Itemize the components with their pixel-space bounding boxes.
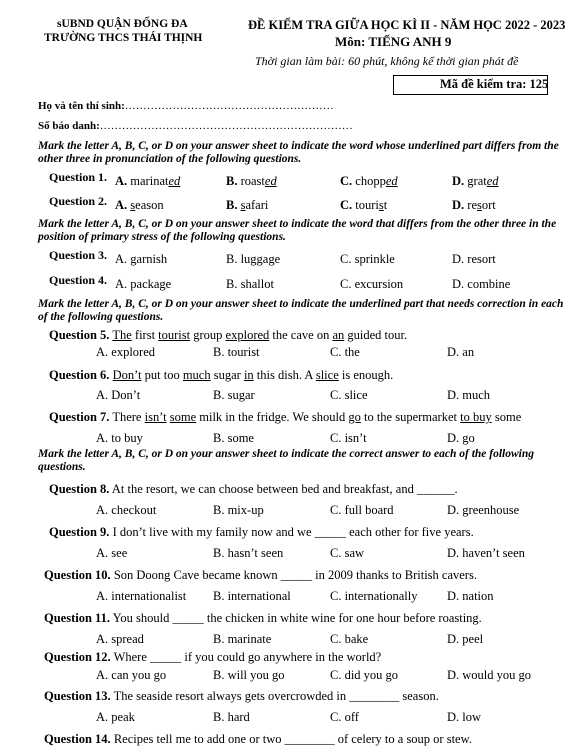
option-b: B. luggage <box>226 252 281 266</box>
exam-title: ĐỀ KIỂM TRA GIỮA HỌC KÌ II - NĂM HỌC 2022 - 2023 <box>248 18 566 32</box>
option-c: C. internationally <box>330 589 418 603</box>
option-b: B. marinate <box>213 632 272 646</box>
question-label: Question 4. <box>49 273 108 287</box>
option-b: B. hard <box>213 710 250 724</box>
option-a: A. marinated <box>115 174 181 188</box>
option-d: D. resort <box>452 198 496 212</box>
question-6: Question 6. Don’t put too much sugar in this dish. A slice is enough. <box>49 368 394 382</box>
question-10: Question 10. Son Doong Cave became known _____ in 2009 thanks to British cavers. <box>44 568 477 582</box>
option-d: D. low <box>447 710 482 724</box>
option-b: B. some <box>213 431 254 445</box>
option-c: C. did you go <box>330 668 399 682</box>
subject: Môn: TIẾNG ANH 9 <box>335 34 452 49</box>
instruction-correction: Mark the letter A, B, C, or D on your answer sheet to indicate the underlined part that needs correction in each of the following questions. <box>38 298 564 323</box>
instruction-pronunciation: Mark the letter A, B, C, or D on your answer sheet to indicate the word whose underlined part differs from the other three in pronunciation of the following questions. <box>38 140 559 165</box>
option-a: A. season <box>115 198 164 212</box>
option-a: A. spread <box>96 632 144 646</box>
option-b: B. international <box>213 589 291 603</box>
question-12: Question 12. Where _____ if you could go anywhere in the world? <box>44 650 382 664</box>
option-c: C. the <box>330 345 360 359</box>
option-d: D. peel <box>447 632 484 646</box>
student-name-label: Họ và tên thí sinh: <box>38 100 125 112</box>
question-label: Question 3. <box>49 248 108 262</box>
option-d: D. would you go <box>447 668 532 682</box>
option-a: A. peak <box>96 710 135 724</box>
question-label: Question 1. <box>49 170 108 184</box>
instruction-stress: Mark the letter A, B, C, or D on your answer sheet to indicate the word that differs from the other three in the position of primary stress of the following questions. <box>38 218 557 243</box>
option-c: C. isn’t <box>330 431 367 445</box>
option-c: C. slice <box>330 388 368 402</box>
option-b: B. will you go <box>213 668 285 682</box>
time-allowed: Thời gian làm bài: 60 phút, không kể thời gian phát đề <box>255 54 519 68</box>
option-d: D. greenhouse <box>447 503 520 517</box>
option-c: C. bake <box>330 632 369 646</box>
option-d: D. much <box>447 388 491 402</box>
option-b: B. shallot <box>226 277 274 291</box>
option-b: B. mix-up <box>213 503 264 517</box>
option-d: D. combine <box>452 277 511 291</box>
option-b: B. roasted <box>226 174 277 188</box>
option-a: A. see <box>96 546 128 560</box>
option-b: B. sugar <box>213 388 255 402</box>
option-c: C. tourist <box>340 198 388 212</box>
option-d: D. haven’t seen <box>447 546 525 560</box>
option-a: A. checkout <box>96 503 157 517</box>
student-number-dots: …………………………………………………………… <box>99 120 353 132</box>
question-8: Question 8. At the resort, we can choose between bed and breakfast, and ______. <box>49 482 458 496</box>
option-d: D. grated <box>452 174 499 188</box>
option-b: B. tourist <box>213 345 260 359</box>
option-d: D. resort <box>452 252 496 266</box>
question-label: Question 2. <box>49 194 108 208</box>
option-a: A. to buy <box>96 431 143 445</box>
option-c: C. excursion <box>340 277 404 291</box>
option-c: C. off <box>330 710 359 724</box>
question-5: Question 5. The first tourist group explored the cave on an guided tour. <box>49 328 408 342</box>
option-c: C. full board <box>330 503 394 517</box>
question-14: Question 14. Recipes tell me to add one or two ________ of celery to a soup or stew. <box>44 732 472 746</box>
instruction-correct-answer: Mark the letter A, B, C, or D on your answer sheet to indicate the correct answer to each of the following questions. <box>38 448 535 473</box>
question-13: Question 13. The seaside resort always gets overcrowded in ________ season. <box>44 689 439 703</box>
option-c: C. chopped <box>340 174 398 188</box>
option-c: C. saw <box>330 546 365 560</box>
option-b: B. hasn’t seen <box>213 546 284 560</box>
option-d: D. go <box>447 431 475 445</box>
option-d: D. an <box>447 345 475 359</box>
option-a: A. package <box>115 277 172 291</box>
option-a: A. garnish <box>115 252 168 266</box>
option-a: A. explored <box>96 345 156 359</box>
student-name-dots: ………………………………………………… <box>124 100 334 112</box>
option-a: A. internationalist <box>96 589 187 603</box>
question-11: Question 11. You should _____ the chicken in white wine for one hour before roasting. <box>44 611 482 625</box>
question-9: Question 9. I don’t live with my family now and we _____ each other for five years. <box>49 525 474 539</box>
student-name-line <box>38 100 334 112</box>
student-number-line <box>38 120 353 132</box>
question-7: Question 7. There isn’t some milk in the fridge. We should go to the supermarket to buy some <box>49 410 522 424</box>
org-line-2: TRƯỜNG THCS THÁI THỊNH <box>44 32 203 44</box>
option-a: A. Don’t <box>96 388 141 402</box>
option-d: D. nation <box>447 589 494 603</box>
org-line-1: sUBND QUẬN ĐỐNG ĐA <box>57 18 188 30</box>
option-c: C. sprinkle <box>340 252 395 266</box>
exam-code: Mã đề kiểm tra: 125 <box>440 77 549 91</box>
option-a: A. can you go <box>96 668 167 682</box>
option-b: B. safari <box>226 198 269 212</box>
student-number-label: Số báo danh: <box>38 120 100 132</box>
